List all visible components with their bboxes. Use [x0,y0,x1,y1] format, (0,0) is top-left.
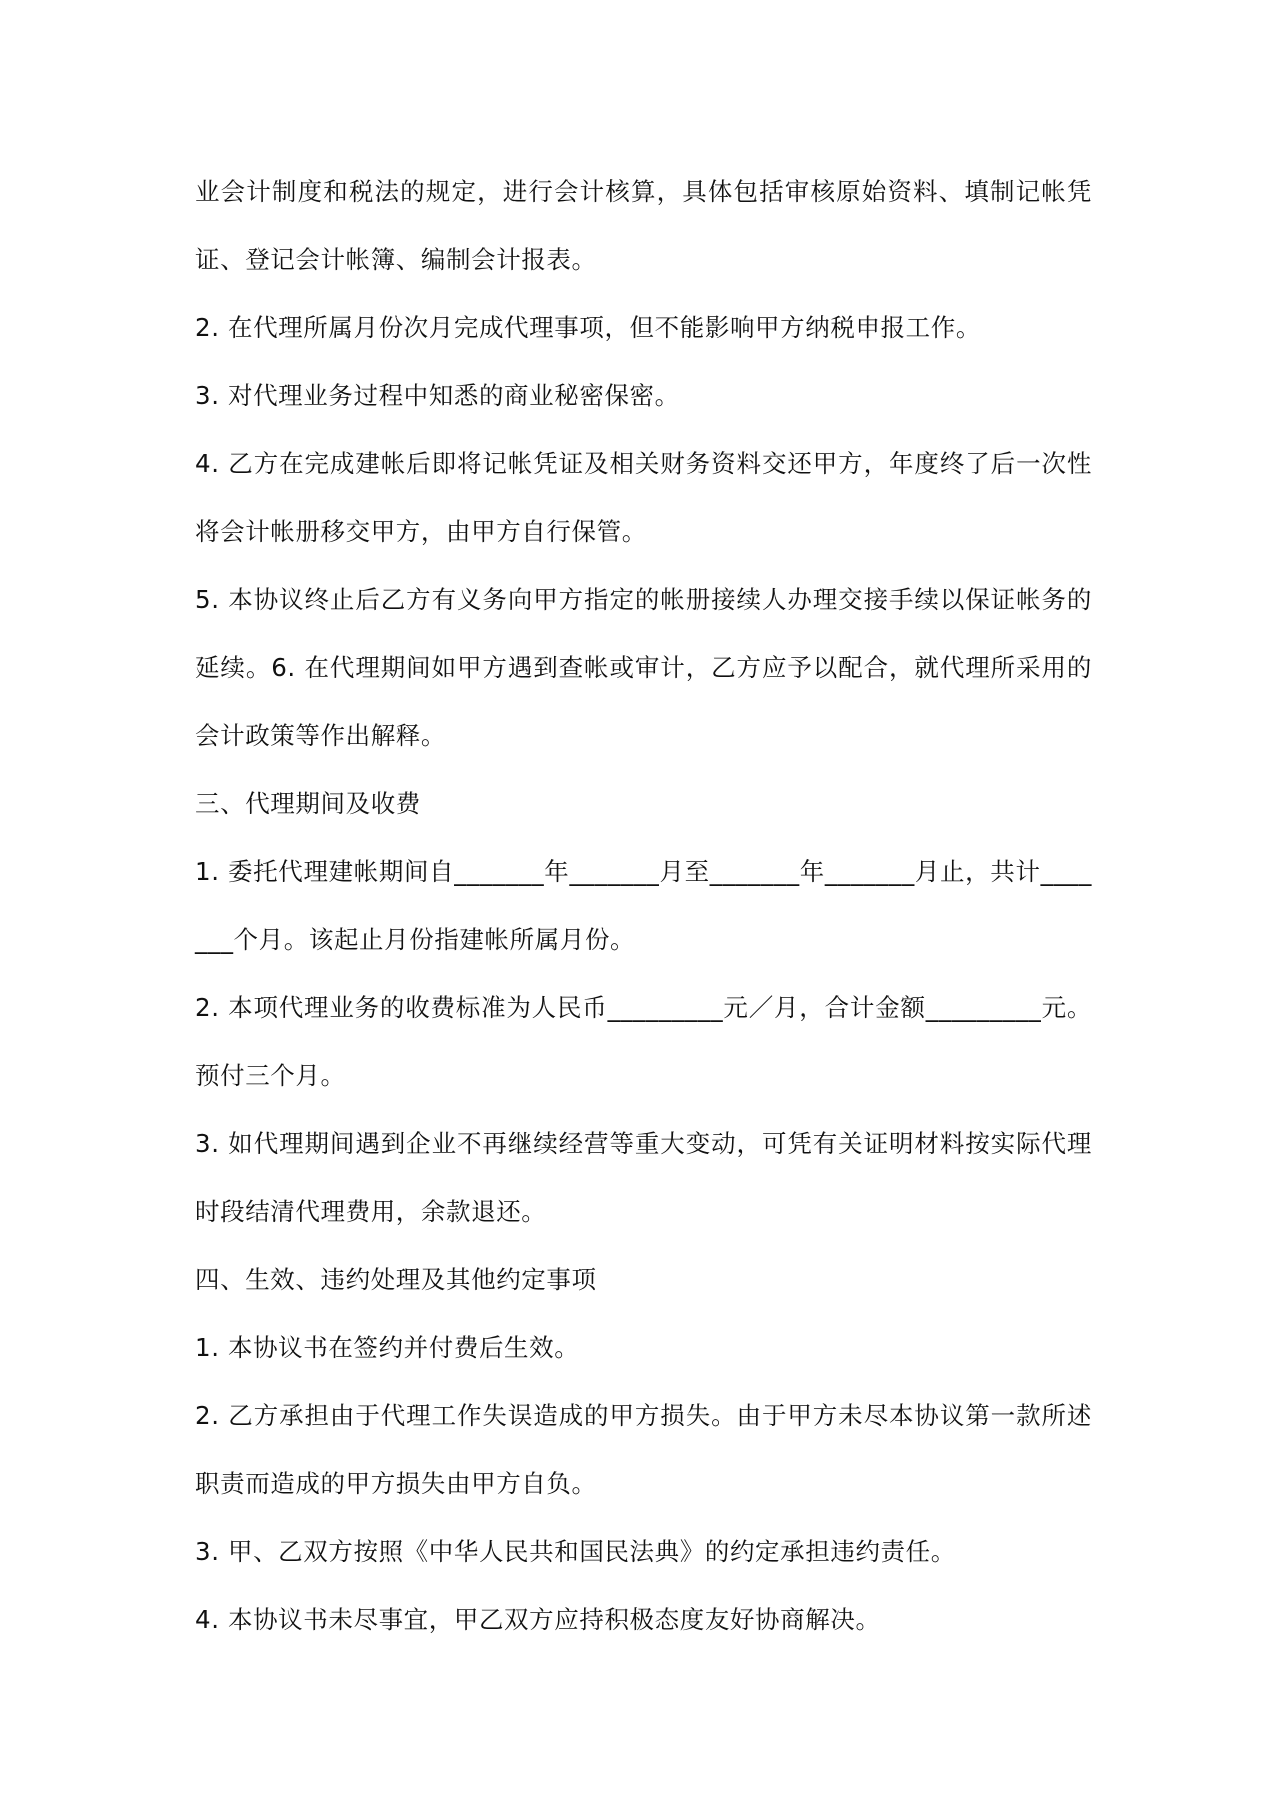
paragraph-fee-1: 1. 委托代理建帐期间自_______年_______月至_______年_______月止，共计_______个月。该起止月份指建帐所属月份。 [195,857,1092,954]
document-page [195,158,1092,1654]
paragraph-item-5-6: 5. 本协议终止后乙方有义务向甲方指定的帐册接续人办理交接手续以保证帐务的延续。6. 在代理期间如甲方遇到查帐或审计，乙方应予以配合，就代理所采用的会计政策等作出解释。 [195,585,1092,750]
paragraph-misc-1: 1. 本协议书在签约并付费后生效。 [195,1333,580,1362]
paragraph-item-3: 3. 对代理业务过程中知悉的商业秘密保密。 [195,381,680,410]
paragraph-item-4: 4. 乙方在完成建帐后即将记帐凭证及相关财务资料交还甲方，年度终了后一次性将会计帐册移交甲方，由甲方自行保管。 [195,449,1092,546]
paragraph-misc-3: 3. 甲、乙双方按照《中华人民共和国民法典》的约定承担违约责任。 [195,1537,956,1566]
paragraph-item-2: 2. 在代理所属月份次月完成代理事项，但不能影响甲方纳税申报工作。 [195,313,981,342]
paragraph-misc-2: 2. 乙方承担由于代理工作失误造成的甲方损失。由于甲方未尽本协议第一款所述职责而造成的甲方损失由甲方自负。 [195,1401,1092,1498]
paragraph-fee-2: 2. 本项代理业务的收费标准为人民币_________元／月，合计金额_________元。预付三个月。 [195,993,1092,1090]
paragraph-misc-4: 4. 本协议书未尽事宜，甲乙双方应持积极态度友好协商解决。 [195,1605,881,1634]
section-heading-4: 四、生效、违约处理及其他约定事项 [195,1265,597,1294]
paragraph-fee-3: 3. 如代理期间遇到企业不再继续经营等重大变动，可凭有关证明材料按实际代理时段结清代理费用，余款退还。 [195,1129,1092,1226]
paragraph-continuation: 业会计制度和税法的规定，进行会计核算，具体包括审核原始资料、填制记帐凭证、登记会计帐簿、编制会计报表。 [195,177,1092,274]
section-heading-3: 三、代理期间及收费 [195,789,421,818]
